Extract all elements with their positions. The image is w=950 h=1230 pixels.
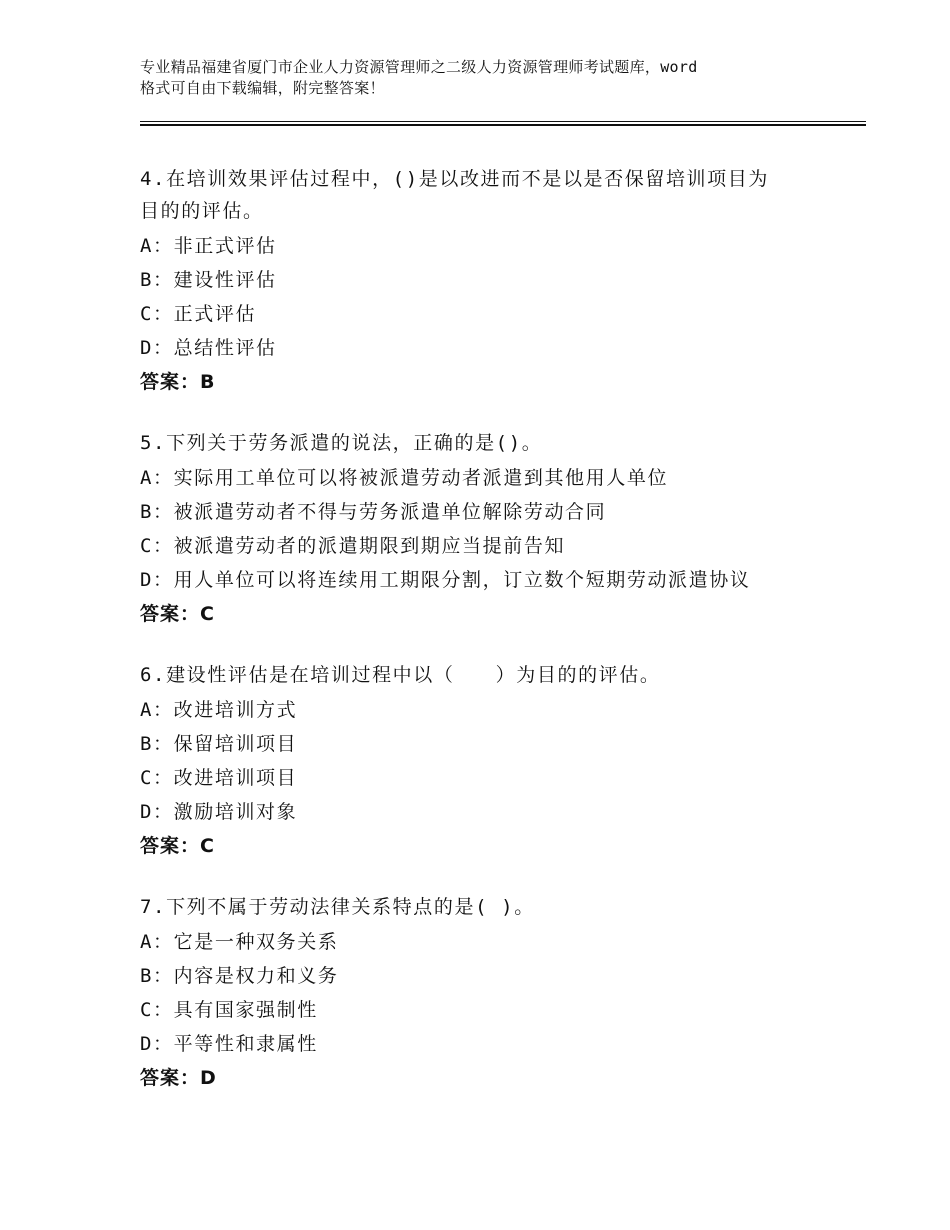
option-a: A：实际用工单位可以将被派遣劳动者派遣到其他用人单位 — [140, 467, 669, 489]
question-7 — [140, 891, 860, 1095]
question-stem-line: 4.在培训效果评估过程中，()是以改进而不是以是否保留培训项目为 — [140, 168, 769, 190]
option-b: B：保留培训项目 — [140, 733, 298, 755]
option-c: C：被派遣劳动者的派遣期限到期应当提前告知 — [140, 535, 566, 557]
option-b: B：内容是权力和义务 — [140, 965, 339, 987]
option-c: C：正式评估 — [140, 303, 257, 325]
option-d: D：平等性和隶属性 — [140, 1033, 318, 1055]
header-divider-thin — [140, 121, 866, 122]
answer-label: 答案：C — [140, 603, 215, 625]
question-stem-line: 5.下列关于劳务派遣的说法，正确的是()。 — [140, 432, 543, 454]
header-divider-thick — [140, 124, 866, 126]
option-c: C：改进培训项目 — [140, 767, 298, 789]
answer-label: 答案：C — [140, 835, 215, 857]
question-6 — [140, 659, 860, 863]
option-c: C：具有国家强制性 — [140, 999, 318, 1021]
document-header — [140, 57, 840, 99]
question-stem — [140, 659, 860, 691]
option-d: D：用人单位可以将连续用工期限分割，订立数个短期劳动派遣协议 — [140, 569, 751, 591]
question-4 — [140, 163, 860, 399]
question-list — [140, 163, 860, 1123]
answer-label: 答案：D — [140, 1067, 217, 1089]
option-d: D：总结性评估 — [140, 337, 277, 359]
question-stem — [140, 891, 860, 923]
option-b: B：被派遣劳动者不得与劳务派遣单位解除劳动合同 — [140, 501, 607, 523]
option-d: D：激励培训对象 — [140, 801, 298, 823]
option-b: B：建设性评估 — [140, 269, 277, 291]
option-a: A：非正式评估 — [140, 235, 277, 257]
question-stem — [140, 163, 860, 227]
header-title-line1: 专业精品福建省厦门市企业人力资源管理师之二级人力资源管理师考试题库，word — [140, 58, 698, 76]
option-a: A：它是一种双务关系 — [140, 931, 339, 953]
question-stem-line: 目的的评估。 — [140, 200, 264, 222]
question-stem — [140, 427, 860, 459]
option-a: A：改进培训方式 — [140, 699, 298, 721]
answer-label: 答案：B — [140, 371, 216, 393]
question-stem-line: 7.下列不属于劳动法律关系特点的是( )。 — [140, 896, 535, 918]
question-stem-line: 6.建设性评估是在培训过程中以（ ）为目的的评估。 — [140, 664, 661, 686]
header-title-line2: 格式可自由下载编辑，附完整答案！ — [140, 79, 385, 97]
question-5 — [140, 427, 860, 631]
